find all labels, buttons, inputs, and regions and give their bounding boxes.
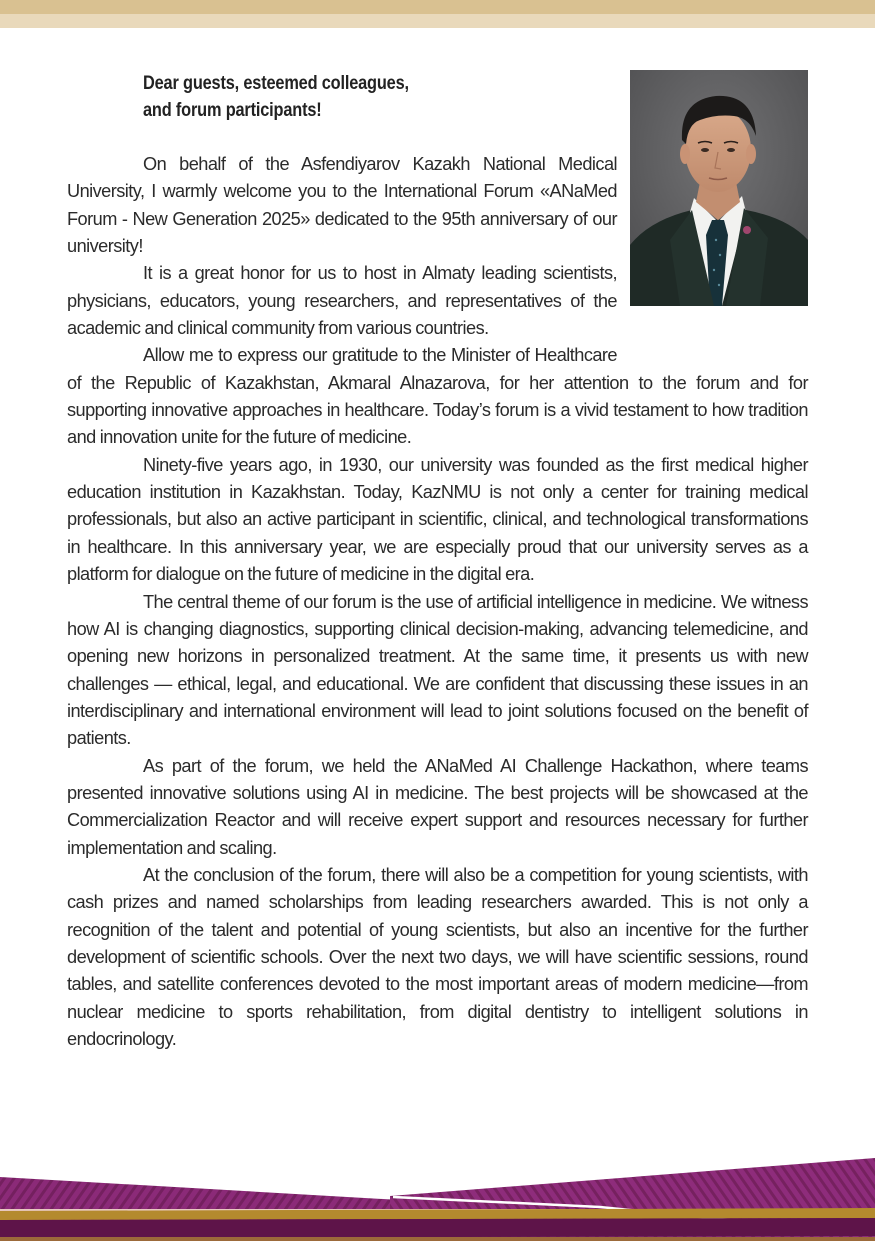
- paragraph-ai-theme: The central theme of our forum is the use of artificial intelligence in medicine. We witness how AI is changing diagnostics, supporting clinical decision-making, advancing telemedicine, and opening new horizons in personalized treatment. At the same time, it presents us with new challenges — ethical, legal, and educational. We are confident that discussing these issues in an interdisciplinary and international environment will lead to joint solutions focused on the benefit of patients.: [67, 591, 808, 749]
- greeting-line-2: and forum participants!: [143, 100, 322, 121]
- letter-body: [67, 151, 808, 1053]
- paragraph-honor: It is a great honor for us to host in Almaty leading scientists, physicians, educators, young researchers, and representatives of the academic and clinical community from various countries.: [67, 263, 617, 339]
- paragraph-history: Ninety-five years ago, in 1930, our university was founded as the first medical higher education institution in Kazakhstan. Today, KazNMU is not only a center for training medical professionals, but also an active participant in scientific, clinical, and technological transformations in healthcare. In this anniversary year, we are especially proud that our university serves as a platform for dialogue on the future of medicine in the digital era.: [67, 454, 808, 585]
- striped-wave-icon: [0, 1140, 875, 1241]
- paragraph-welcome: On behalf of the Asfendiyarov Kazakh National Medical University, I warmly welcome you to the International Forum «ANaMed Forum - New Generation 2025» dedicated to the 95th anniversary of our university!: [67, 154, 617, 257]
- paragraph-gratitude: Allow me to express our gratitude to the Minister of Healthcare of the Republic of Kazakhstan, Akmaral Alnazarova, for her attention to the forum and for supporting innovative approaches in healthcare. Today’s forum is a vivid testament to how tradition and innovation unite for the future of medicine.: [67, 345, 808, 448]
- footer-decorative-band: [0, 1140, 875, 1241]
- header-band-light: [0, 14, 875, 28]
- paragraph-hackathon: As part of the forum, we held the ANaMed AI Challenge Hackathon, where teams presented innovative solutions using AI in medicine. The best projects will be showcased at the Commercialization Reactor and will receive expert support and resources necessary for further implementation and scaling.: [67, 755, 808, 858]
- portrait-spacer: [617, 151, 808, 366]
- paragraph-competition: At the conclusion of the forum, there will also be a competition for young scientists, with cash prizes and named scholarships from leading researchers awarded. This is not only a recognition of the talent and potential of young scientists, but also an incentive for the further development of scientific schools. Over the next two days, we will have scientific sessions, round tables, and satellite conferences devoted to the most important areas of modern medicine—from nuclear medicine to sports rehabilitation, from digital dentistry to intelligent solutions in endocrinology.: [67, 864, 808, 1049]
- greeting-line-1: Dear guests, esteemed colleagues,: [143, 73, 409, 94]
- greeting-heading: [143, 70, 504, 124]
- header-band-dark: [0, 0, 875, 14]
